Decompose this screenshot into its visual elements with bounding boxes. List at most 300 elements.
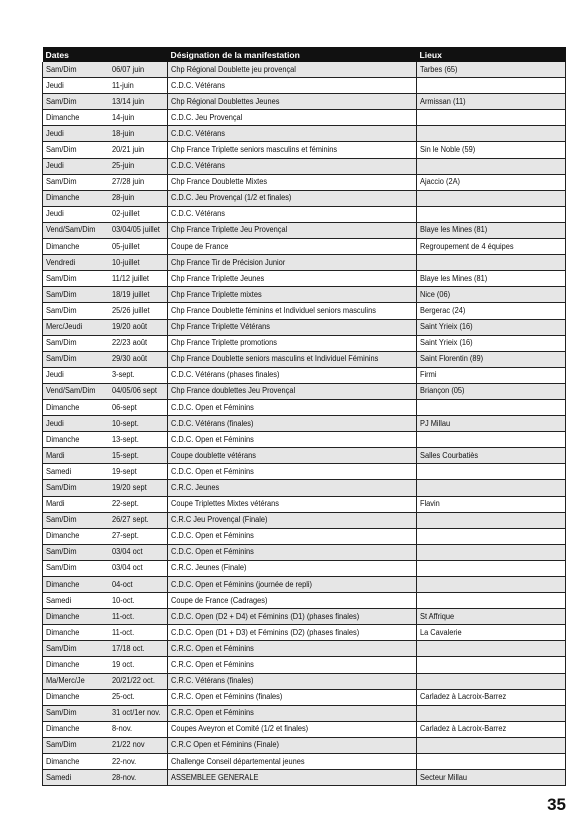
row-day-text: Jeudi bbox=[46, 418, 64, 428]
row-place bbox=[417, 158, 566, 174]
row-day-text: Ma/Merc/Je bbox=[46, 676, 85, 686]
row-place-text: PJ Millau bbox=[420, 418, 451, 428]
row-event-name bbox=[168, 78, 417, 94]
row-event-name bbox=[168, 94, 417, 110]
row-event-name bbox=[168, 222, 417, 238]
row-date bbox=[109, 641, 168, 657]
table-row bbox=[43, 560, 566, 576]
row-day-text: Sam/Dim bbox=[46, 273, 77, 283]
row-day-text: Dimanche bbox=[46, 611, 80, 621]
row-day bbox=[43, 303, 109, 319]
table-row bbox=[43, 432, 566, 448]
row-date-text: 05-juillet bbox=[111, 241, 140, 251]
row-place bbox=[417, 62, 566, 78]
table-row bbox=[43, 319, 566, 335]
row-day bbox=[43, 673, 109, 689]
row-place bbox=[417, 110, 566, 126]
row-date-text: 26/27 sept. bbox=[111, 515, 149, 525]
row-event-name bbox=[168, 416, 417, 432]
page-number: 35 bbox=[547, 795, 566, 814]
row-event-name bbox=[168, 126, 417, 142]
row-place bbox=[417, 367, 566, 383]
row-day bbox=[43, 496, 109, 512]
row-day-text: Merc/Jeudi bbox=[46, 322, 83, 332]
row-event-name bbox=[168, 158, 417, 174]
row-date bbox=[109, 110, 168, 126]
row-date-text: 04/05/06 sept bbox=[111, 386, 157, 396]
row-date bbox=[109, 255, 168, 271]
row-event-name-text: C.R.C Open et Féminins (Finale) bbox=[171, 740, 279, 750]
row-place bbox=[417, 94, 566, 110]
row-event-name-text: C.D.C. Open et Féminins bbox=[171, 531, 254, 541]
row-day bbox=[43, 448, 109, 464]
row-event-name-text: C.D.C. Jeu Provençal bbox=[171, 112, 243, 122]
row-date bbox=[109, 528, 168, 544]
row-day-text: Dimanche bbox=[46, 756, 80, 766]
row-place bbox=[417, 737, 566, 753]
row-day-text: Vend/Sam/Dim bbox=[46, 386, 96, 396]
row-event-name bbox=[168, 689, 417, 705]
table-row bbox=[43, 110, 566, 126]
row-date-text: 10-oct. bbox=[111, 595, 135, 605]
table-row bbox=[43, 271, 566, 287]
row-date-text: 21/22 nov bbox=[111, 740, 145, 750]
row-place-text: Blaye les Mines (81) bbox=[420, 273, 488, 283]
row-event-name-text: Chp France Triplette Vétérans bbox=[171, 322, 270, 332]
row-place bbox=[417, 239, 566, 255]
row-date-text: 19 oct. bbox=[111, 660, 134, 670]
row-date bbox=[109, 351, 168, 367]
row-day-text: Dimanche bbox=[46, 660, 80, 670]
row-place bbox=[417, 641, 566, 657]
row-place bbox=[417, 319, 566, 335]
row-event-name bbox=[168, 142, 417, 158]
row-date-text: 22-sept. bbox=[111, 499, 139, 509]
row-date bbox=[109, 383, 168, 399]
row-event-name bbox=[168, 303, 417, 319]
row-event-name-text: C.D.C. Vétérans (finales) bbox=[171, 418, 254, 428]
row-day-text: Dimanche bbox=[46, 627, 80, 637]
row-event-name bbox=[168, 544, 417, 560]
row-event-name-text: C.R.C. Jeunes bbox=[171, 482, 220, 492]
table-row bbox=[43, 721, 566, 737]
row-place bbox=[417, 689, 566, 705]
row-event-name-text: Coupes Aveyron et Comité (1/2 et finales) bbox=[171, 724, 309, 734]
row-place-text: Salles Courbatiès bbox=[420, 450, 479, 460]
row-place bbox=[417, 222, 566, 238]
row-place bbox=[417, 142, 566, 158]
row-day bbox=[43, 528, 109, 544]
row-event-name bbox=[168, 271, 417, 287]
row-date-text: 20/21/22 oct. bbox=[111, 676, 155, 686]
table-row bbox=[43, 464, 566, 480]
table-row bbox=[43, 206, 566, 222]
row-event-name bbox=[168, 705, 417, 721]
row-date bbox=[109, 512, 168, 528]
row-day-text: Samedi bbox=[46, 466, 72, 476]
row-date-text: 03/04 oct bbox=[111, 547, 143, 557]
row-event-name bbox=[168, 657, 417, 673]
table-row bbox=[43, 126, 566, 142]
row-event-name bbox=[168, 480, 417, 496]
row-date-text: 25-juin bbox=[111, 161, 134, 171]
row-date-text: 11-juin bbox=[111, 80, 134, 90]
row-event-name bbox=[168, 239, 417, 255]
row-day bbox=[43, 641, 109, 657]
row-place bbox=[417, 78, 566, 94]
row-place bbox=[417, 448, 566, 464]
row-date bbox=[109, 560, 168, 576]
row-event-name-text: Chp France Triplette seniors masculins et féminins bbox=[171, 145, 338, 155]
row-date bbox=[109, 673, 168, 689]
row-event-name-text: C.D.C. Jeu Provençal (1/2 et finales) bbox=[171, 193, 292, 203]
row-event-name bbox=[168, 110, 417, 126]
row-day bbox=[43, 609, 109, 625]
row-date bbox=[109, 158, 168, 174]
row-event-name bbox=[168, 737, 417, 753]
row-day bbox=[43, 560, 109, 576]
row-day bbox=[43, 110, 109, 126]
row-day bbox=[43, 512, 109, 528]
row-day bbox=[43, 287, 109, 303]
row-place bbox=[417, 754, 566, 770]
table-row bbox=[43, 399, 566, 415]
row-date-text: 29/30 août bbox=[111, 354, 147, 364]
row-event-name-text: C.D.C. Open (D1 + D3) et Féminins (D2) (phases finales) bbox=[171, 627, 360, 637]
row-place-text: La Cavalerie bbox=[420, 627, 462, 637]
row-day bbox=[43, 383, 109, 399]
row-day bbox=[43, 432, 109, 448]
row-event-name bbox=[168, 625, 417, 641]
row-date-text: 25/26 juillet bbox=[111, 305, 150, 315]
row-event-name bbox=[168, 174, 417, 190]
row-day bbox=[43, 142, 109, 158]
row-day bbox=[43, 721, 109, 737]
row-day-text: Sam/Dim bbox=[46, 338, 77, 348]
header-event: Désignation de la manifestation bbox=[168, 47, 417, 62]
table-header-row bbox=[43, 47, 566, 62]
row-date-text: 17/18 oct. bbox=[111, 643, 145, 653]
row-event-name bbox=[168, 335, 417, 351]
row-date bbox=[109, 239, 168, 255]
row-date bbox=[109, 399, 168, 415]
table-row bbox=[43, 577, 566, 593]
row-event-name-text: C.D.C. Open et Féminins bbox=[171, 402, 254, 412]
table-row bbox=[43, 416, 566, 432]
row-place bbox=[417, 512, 566, 528]
row-date bbox=[109, 609, 168, 625]
row-place-text: Secteur Millau bbox=[420, 772, 467, 782]
row-date bbox=[109, 94, 168, 110]
row-place bbox=[417, 416, 566, 432]
table-row bbox=[43, 448, 566, 464]
row-date-text: 19/20 sept bbox=[111, 482, 147, 492]
row-day bbox=[43, 78, 109, 94]
row-event-name bbox=[168, 528, 417, 544]
row-date bbox=[109, 190, 168, 206]
row-date-text: 19/20 août bbox=[111, 322, 147, 332]
row-date bbox=[109, 721, 168, 737]
row-place-text: Tarbes (65) bbox=[420, 64, 458, 74]
row-event-name-text: C.D.C. Vétérans bbox=[171, 128, 226, 138]
row-event-name bbox=[168, 383, 417, 399]
row-day-text: Sam/Dim bbox=[46, 547, 77, 557]
row-place bbox=[417, 126, 566, 142]
table-row bbox=[43, 737, 566, 753]
row-date-text: 19-sept bbox=[111, 466, 137, 476]
row-day bbox=[43, 319, 109, 335]
row-day bbox=[43, 464, 109, 480]
row-day-text: Sam/Dim bbox=[46, 643, 77, 653]
row-date-text: 10-juillet bbox=[111, 257, 140, 267]
row-date-text: 18-juin bbox=[111, 128, 134, 138]
row-day-text: Jeudi bbox=[46, 80, 64, 90]
row-day-text: Dimanche bbox=[46, 402, 80, 412]
row-place bbox=[417, 432, 566, 448]
row-place bbox=[417, 528, 566, 544]
row-event-name-text: C.D.C. Open (D2 + D4) et Féminins (D1) (phases finales) bbox=[171, 611, 360, 621]
row-place bbox=[417, 593, 566, 609]
table-row bbox=[43, 593, 566, 609]
row-place bbox=[417, 190, 566, 206]
table-row bbox=[43, 689, 566, 705]
row-day-text: Samedi bbox=[46, 772, 72, 782]
table-body bbox=[43, 62, 566, 786]
row-day bbox=[43, 399, 109, 415]
row-event-name-text: Chp France Doublette Mixtes bbox=[171, 177, 268, 187]
row-event-name-text: C.D.C. Open et Féminins bbox=[171, 547, 254, 557]
table-row bbox=[43, 770, 566, 786]
row-day bbox=[43, 705, 109, 721]
table-row bbox=[43, 657, 566, 673]
row-event-name bbox=[168, 673, 417, 689]
row-event-name bbox=[168, 577, 417, 593]
row-date-text: 18/19 juillet bbox=[111, 289, 150, 299]
table-row bbox=[43, 287, 566, 303]
row-event-name bbox=[168, 560, 417, 576]
row-event-name bbox=[168, 609, 417, 625]
row-day-text: Jeudi bbox=[46, 128, 64, 138]
row-date bbox=[109, 705, 168, 721]
row-date bbox=[109, 335, 168, 351]
row-day bbox=[43, 190, 109, 206]
table-row bbox=[43, 335, 566, 351]
row-day-text: Dimanche bbox=[46, 241, 80, 251]
row-day bbox=[43, 255, 109, 271]
row-event-name-text: Chp France Triplette Jeu Provençal bbox=[171, 225, 288, 235]
row-date bbox=[109, 126, 168, 142]
row-event-name-text: C.D.C. Vétérans bbox=[171, 80, 226, 90]
row-place-text: Regroupement de 4 équipes bbox=[420, 241, 514, 251]
row-event-name bbox=[168, 593, 417, 609]
row-day-text: Sam/Dim bbox=[46, 177, 77, 187]
table-row bbox=[43, 512, 566, 528]
row-event-name-text: Chp France Doublette féminins et Individuel seniors masculins bbox=[171, 305, 376, 315]
row-date bbox=[109, 593, 168, 609]
row-event-name bbox=[168, 399, 417, 415]
row-day-text: Sam/Dim bbox=[46, 145, 77, 155]
row-place bbox=[417, 383, 566, 399]
row-place-text: Ajaccio (2A) bbox=[420, 177, 460, 187]
row-day-text: Vendredi bbox=[46, 257, 76, 267]
row-place bbox=[417, 399, 566, 415]
row-date-text: 28-nov. bbox=[111, 772, 136, 782]
row-day bbox=[43, 367, 109, 383]
row-date bbox=[109, 416, 168, 432]
row-date-text: 02-juillet bbox=[111, 209, 140, 219]
row-event-name bbox=[168, 754, 417, 770]
table-row bbox=[43, 255, 566, 271]
table-row bbox=[43, 609, 566, 625]
row-event-name bbox=[168, 770, 417, 786]
row-date bbox=[109, 689, 168, 705]
row-date bbox=[109, 319, 168, 335]
row-day-text: Jeudi bbox=[46, 370, 64, 380]
row-event-name-text: C.R.C. Open et Féminins bbox=[171, 708, 254, 718]
row-day bbox=[43, 689, 109, 705]
row-event-name-text: Challenge Conseil départemental jeunes bbox=[171, 756, 305, 766]
row-place-text: Carladez à Lacroix-Barrez bbox=[420, 692, 507, 702]
row-place-text: Saint Florentin (89) bbox=[420, 354, 484, 364]
table-row bbox=[43, 705, 566, 721]
row-date bbox=[109, 62, 168, 78]
row-date bbox=[109, 480, 168, 496]
row-date bbox=[109, 577, 168, 593]
row-event-name bbox=[168, 62, 417, 78]
row-day-text: Sam/Dim bbox=[46, 96, 77, 106]
row-day bbox=[43, 174, 109, 190]
row-event-name-text: C.R.C. Open et Féminins (finales) bbox=[171, 692, 283, 702]
row-day-text: Jeudi bbox=[46, 209, 64, 219]
row-event-name-text: Coupe Triplettes Mixtes vétérans bbox=[171, 499, 280, 509]
table-row bbox=[43, 544, 566, 560]
row-date bbox=[109, 222, 168, 238]
row-event-name bbox=[168, 367, 417, 383]
table-row bbox=[43, 239, 566, 255]
row-event-name bbox=[168, 351, 417, 367]
row-day-text: Dimanche bbox=[46, 112, 80, 122]
row-event-name-text: ASSEMBLEE GENERALE bbox=[171, 772, 259, 782]
row-place bbox=[417, 560, 566, 576]
row-day-text: Dimanche bbox=[46, 434, 80, 444]
table-row bbox=[43, 383, 566, 399]
row-event-name-text: Chp France Triplette promotions bbox=[171, 338, 277, 348]
row-day bbox=[43, 62, 109, 78]
row-place bbox=[417, 174, 566, 190]
row-place bbox=[417, 496, 566, 512]
row-place-text: Carladez à Lacroix-Barrez bbox=[420, 724, 507, 734]
row-place-text: Briançon (05) bbox=[420, 386, 465, 396]
row-date-text: 3-sept. bbox=[111, 370, 135, 380]
row-day-text: Sam/Dim bbox=[46, 482, 77, 492]
row-event-name-text: Chp Régional Doublette jeu provençal bbox=[171, 64, 296, 74]
row-date bbox=[109, 657, 168, 673]
row-day bbox=[43, 544, 109, 560]
row-event-name bbox=[168, 255, 417, 271]
row-place bbox=[417, 544, 566, 560]
row-date-text: 13-sept. bbox=[111, 434, 139, 444]
row-day bbox=[43, 577, 109, 593]
row-place bbox=[417, 705, 566, 721]
row-event-name bbox=[168, 512, 417, 528]
row-day bbox=[43, 480, 109, 496]
row-day-text: Mardi bbox=[46, 499, 65, 509]
row-date bbox=[109, 432, 168, 448]
row-date bbox=[109, 271, 168, 287]
row-place-text: Bergerac (24) bbox=[420, 305, 466, 315]
row-day bbox=[43, 222, 109, 238]
row-date-text: 27-sept. bbox=[111, 531, 139, 541]
table-row bbox=[43, 496, 566, 512]
row-place bbox=[417, 287, 566, 303]
row-day-text: Dimanche bbox=[46, 193, 80, 203]
row-day-text: Sam/Dim bbox=[46, 64, 77, 74]
row-place-text: St Affrique bbox=[420, 611, 455, 621]
row-day bbox=[43, 754, 109, 770]
table-row bbox=[43, 351, 566, 367]
row-day-text: Sam/Dim bbox=[46, 740, 77, 750]
row-day bbox=[43, 126, 109, 142]
row-event-name-text: C.D.C. Vétérans (phases finales) bbox=[171, 370, 280, 380]
table-row bbox=[43, 754, 566, 770]
row-date-text: 8-nov. bbox=[111, 724, 132, 734]
table-row bbox=[43, 174, 566, 190]
table-row bbox=[43, 222, 566, 238]
row-event-name-text: C.R.C. Vétérans (finales) bbox=[171, 676, 254, 686]
row-event-name-text: C.R.C. Jeunes (Finale) bbox=[171, 563, 247, 573]
row-place bbox=[417, 721, 566, 737]
row-date bbox=[109, 448, 168, 464]
table-row bbox=[43, 62, 566, 78]
row-date-text: 06-sept bbox=[111, 402, 137, 412]
row-date-text: 20/21 juin bbox=[111, 145, 144, 155]
row-event-name bbox=[168, 287, 417, 303]
row-place-text: Firmi bbox=[420, 370, 437, 380]
row-date-text: 04-oct bbox=[111, 579, 133, 589]
row-date bbox=[109, 174, 168, 190]
row-date-text: 06/07 juin bbox=[111, 64, 144, 74]
row-place-text: Saint Yrieix (16) bbox=[420, 338, 473, 348]
row-event-name-text: Chp France Tir de Précision Junior bbox=[171, 257, 286, 267]
row-event-name bbox=[168, 464, 417, 480]
row-event-name-text: C.D.C. Open et Féminins bbox=[171, 466, 254, 476]
row-place bbox=[417, 303, 566, 319]
row-place-text: Saint Yrieix (16) bbox=[420, 322, 473, 332]
events-table bbox=[42, 47, 566, 786]
row-day-text: Dimanche bbox=[46, 692, 80, 702]
row-place bbox=[417, 351, 566, 367]
row-place bbox=[417, 657, 566, 673]
row-day bbox=[43, 239, 109, 255]
row-day-text: Sam/Dim bbox=[46, 354, 77, 364]
row-day-text: Sam/Dim bbox=[46, 289, 77, 299]
row-date bbox=[109, 464, 168, 480]
row-date bbox=[109, 287, 168, 303]
row-day-text: Mardi bbox=[46, 450, 65, 460]
row-day bbox=[43, 737, 109, 753]
row-day-text: Samedi bbox=[46, 595, 72, 605]
row-date-text: 11/12 juillet bbox=[111, 273, 149, 283]
row-date-text: 27/28 juin bbox=[111, 177, 144, 187]
row-event-name-text: C.R.C. Open et Féminins bbox=[171, 643, 254, 653]
row-event-name-text: Chp France Triplette mixtes bbox=[171, 289, 262, 299]
row-day-text: Vend/Sam/Dim bbox=[46, 225, 96, 235]
row-place bbox=[417, 271, 566, 287]
table-row bbox=[43, 480, 566, 496]
row-place bbox=[417, 577, 566, 593]
table-row bbox=[43, 303, 566, 319]
row-event-name-text: C.R.C. Open et Féminins bbox=[171, 660, 254, 670]
